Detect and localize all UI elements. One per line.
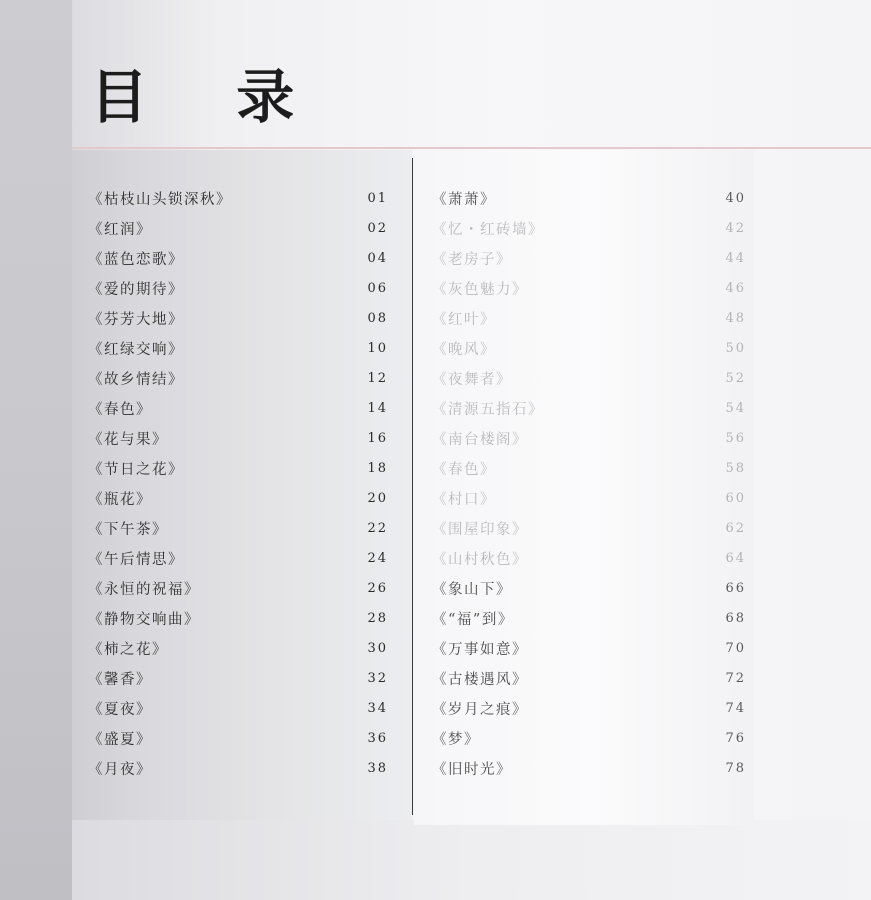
toc-entry [88, 243, 388, 273]
column-divider [412, 158, 413, 815]
toc-entry [432, 663, 746, 693]
toc-entry [432, 513, 746, 543]
toc-entry-title: 《节日之花》 [88, 461, 184, 478]
toc-entry [88, 543, 388, 573]
toc-entry-page-number: 76 [725, 730, 746, 746]
toc-entry [432, 393, 746, 423]
toc-entry-title: 《夏夜》 [88, 701, 152, 718]
toc-entry [88, 363, 388, 393]
toc-entry [88, 273, 388, 303]
toc-entry-page-number: 22 [367, 520, 388, 536]
toc-entry-page-number: 72 [725, 670, 746, 686]
toc-entry [88, 213, 388, 243]
toc-entry-page-number: 48 [725, 310, 746, 326]
toc-right-column [432, 183, 746, 783]
toc-entry [432, 243, 746, 273]
toc-entry-title: 《山村秋色》 [432, 551, 528, 568]
toc-entry-page-number: 66 [725, 580, 746, 596]
toc-entry-title: 《蓝色恋歌》 [88, 251, 184, 268]
toc-entry-page-number: 64 [725, 550, 746, 566]
toc-entry [88, 633, 388, 663]
toc-entry [88, 693, 388, 723]
toc-entry-title: 《永恒的祝福》 [88, 581, 200, 598]
toc-entry-title: 《梦》 [432, 731, 480, 748]
toc-entry-page-number: 68 [725, 610, 746, 626]
toc-entry-title: 《老房子》 [432, 251, 512, 268]
toc-entry-title: 《春色》 [88, 401, 152, 418]
toc-entry-title: 《清源五指石》 [432, 401, 544, 418]
toc-entry-title: 《红润》 [88, 221, 152, 238]
toc-entry-page-number: 74 [725, 700, 746, 716]
toc-entry [88, 423, 388, 453]
toc-entry-page-number: 62 [725, 520, 746, 536]
toc-entry-title: 《盛夏》 [88, 731, 152, 748]
toc-entry-page-number: 56 [725, 430, 746, 446]
toc-entry-page-number: 52 [725, 370, 746, 386]
toc-entry [432, 753, 746, 783]
toc-entry-page-number: 04 [367, 250, 388, 266]
toc-entry-page-number: 58 [725, 460, 746, 476]
toc-entry-title: 《村口》 [432, 491, 496, 508]
toc-entry [88, 393, 388, 423]
toc-entry-page-number: 08 [367, 310, 388, 326]
toc-entry [432, 633, 746, 663]
toc-entry-title: 《红绿交响》 [88, 341, 184, 358]
toc-entry-page-number: 44 [725, 250, 746, 266]
toc-entry-title: 《下午茶》 [88, 521, 168, 538]
toc-entry-title: 《静物交响曲》 [88, 611, 200, 628]
header-rule [72, 147, 871, 149]
toc-entry-page-number: 24 [367, 550, 388, 566]
toc-entry-title: 《萧萧》 [432, 191, 496, 208]
toc-entry-title: 《瓶花》 [88, 491, 152, 508]
toc-entry-title: 《夜舞者》 [432, 371, 512, 388]
toc-entry-page-number: 01 [367, 190, 388, 206]
toc-entry-title: 《芬芳大地》 [88, 311, 184, 328]
scan-shadow-strip [0, 0, 72, 900]
toc-entry [432, 213, 746, 243]
toc-entry-page-number: 40 [725, 190, 746, 206]
toc-entry-title: 《晚风》 [432, 341, 496, 358]
toc-entry-page-number: 30 [367, 640, 388, 656]
toc-entry-title: 《午后情思》 [88, 551, 184, 568]
toc-entry [88, 723, 388, 753]
toc-entry [88, 453, 388, 483]
toc-entry-title: 《岁月之痕》 [432, 701, 528, 718]
toc-entry [432, 423, 746, 453]
toc-entry [88, 333, 388, 363]
toc-entry-title: 《爱的期待》 [88, 281, 184, 298]
toc-entry-title: 《万事如意》 [432, 641, 528, 658]
toc-entry-page-number: 60 [725, 490, 746, 506]
toc-entry-page-number: 38 [367, 760, 388, 776]
toc-entry-title: 《南台楼阁》 [432, 431, 528, 448]
toc-entry [432, 573, 746, 603]
toc-entry [432, 693, 746, 723]
toc-entry-title: 《月夜》 [88, 761, 152, 778]
toc-entry-page-number: 26 [367, 580, 388, 596]
toc-entry-title: 《馨香》 [88, 671, 152, 688]
toc-entry-page-number: 54 [725, 400, 746, 416]
toc-entry-page-number: 46 [725, 280, 746, 296]
toc-entry-title: 《花与果》 [88, 431, 168, 448]
toc-entry-page-number: 16 [367, 430, 388, 446]
toc-entry [432, 183, 746, 213]
toc-entry-page-number: 10 [367, 340, 388, 356]
toc-entry-page-number: 12 [367, 370, 388, 386]
toc-entry-title: 《故乡情结》 [88, 371, 184, 388]
toc-entry-title: 《柿之花》 [88, 641, 168, 658]
toc-entry [88, 183, 388, 213]
page-title: 目 录 [90, 63, 329, 131]
toc-entry-page-number: 28 [367, 610, 388, 626]
toc-entry-page-number: 18 [367, 460, 388, 476]
toc-entry-page-number: 70 [725, 640, 746, 656]
toc-entry [88, 483, 388, 513]
toc-entry-title: 《红叶》 [432, 311, 496, 328]
toc-entry-title: 《围屋印象》 [432, 521, 528, 538]
toc-entry-title: 《古楼遇风》 [432, 671, 528, 688]
toc-entry-title: 《枯枝山头锁深秋》 [88, 191, 232, 208]
toc-entry-title: 《旧时光》 [432, 761, 512, 778]
toc-entry-page-number: 36 [367, 730, 388, 746]
toc-entry-title: 《灰色魅力》 [432, 281, 528, 298]
toc-entry [88, 753, 388, 783]
toc-entry-title: 《“福”到》 [432, 611, 514, 628]
toc-entry [88, 573, 388, 603]
toc-entry-page-number: 34 [367, 700, 388, 716]
toc-entry [88, 603, 388, 633]
toc-entry-page-number: 50 [725, 340, 746, 356]
toc-entry-page-number: 78 [725, 760, 746, 776]
toc-entry [432, 273, 746, 303]
toc-entry [88, 663, 388, 693]
toc-entry [432, 543, 746, 573]
bottom-shading [72, 820, 871, 900]
toc-left-column [88, 183, 388, 783]
toc-entry [432, 603, 746, 633]
toc-entry-title: 《象山下》 [432, 581, 512, 598]
toc-entry [432, 483, 746, 513]
toc-entry-page-number: 32 [367, 670, 388, 686]
toc-entry [432, 723, 746, 753]
toc-entry-page-number: 02 [367, 220, 388, 236]
toc-entry [432, 453, 746, 483]
toc-entry-page-number: 20 [367, 490, 388, 506]
toc-entry [88, 303, 388, 333]
toc-entry-page-number: 06 [367, 280, 388, 296]
toc-entry [88, 513, 388, 543]
toc-entry-title: 《春色》 [432, 461, 496, 478]
toc-entry [432, 333, 746, 363]
toc-entry [432, 303, 746, 333]
toc-entry-title: 《忆・红砖墙》 [432, 221, 544, 238]
toc-entry-page-number: 42 [725, 220, 746, 236]
toc-entry-page-number: 14 [367, 400, 388, 416]
toc-entry [432, 363, 746, 393]
